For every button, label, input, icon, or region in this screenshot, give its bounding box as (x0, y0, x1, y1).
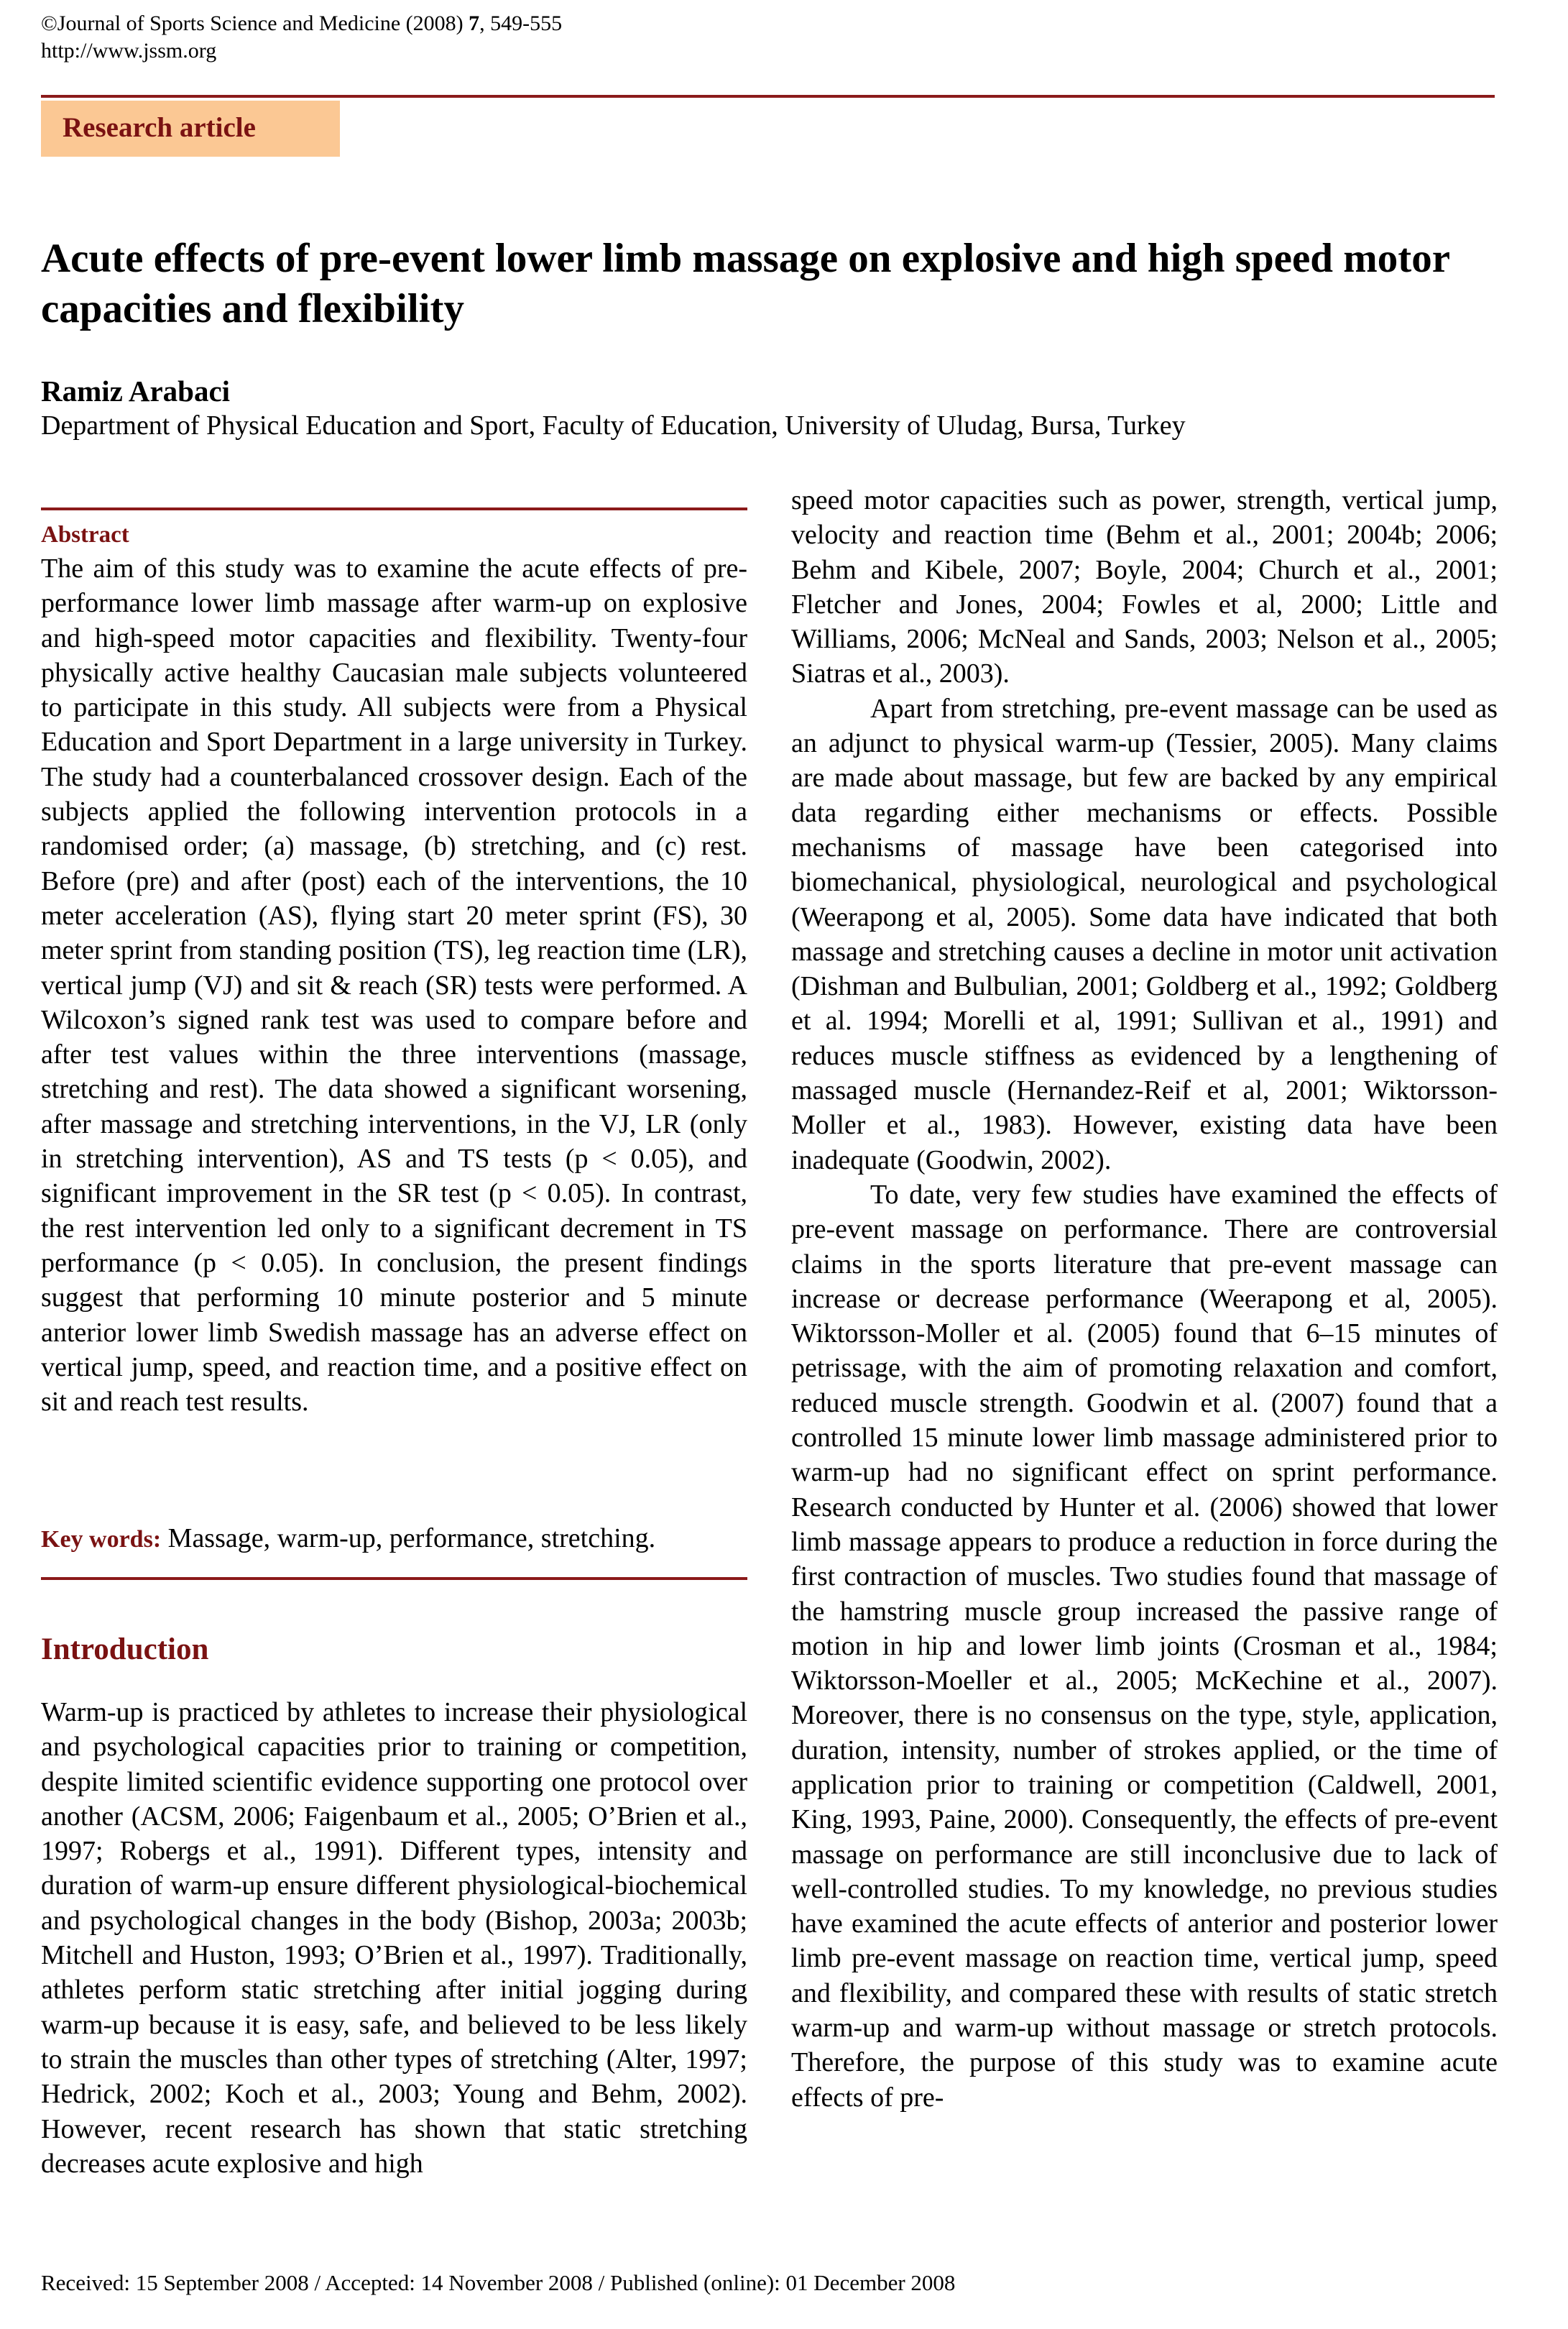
introduction-paragraph-1: Warm-up is practiced by athletes to increase their physiological and psychological capacities prior to training or competition, despite limited scientific evidence supporting one protocol over another (ACSM, 2006; Faigenbaum et al., 2005; O’Brien et al., 1997; Robergs et al., 1991). Different types, intensity and duration of warm-up ensure different physiological-biochemical and psychological changes in the body (Bishop, 2003a; 2003b; Mitchell and Huston, 1993; O’Brien et al., 1997). Traditionally, athletes perform static stretching after initial jogging during warm-up because it is easy, safe, and believed to be less likely to strain the muscles than other types of stretching (Alter, 1997; Hedrick, 2002; Koch et al., 2003; Young and Behm, 2002). However, recent research has shown that static stretching decreases acute explosive and high (41, 1697, 747, 2179)
introduction-paragraph-3: To date, very few studies have examined the effects of pre-event massage on performance. There are controversial claims in the sports literature that pre-event massage can increase or decrease performance (Weerapong et al, 2005). Wiktorsson-Moller et al. (2005) found that 6–15 minutes of petrissage, with the aim of promoting relaxation and comfort, reduced muscle strength. Goodwin et al. (2007) found that a controlled 15 minute lower limb massage administered prior to warm-up had no significant effect on sprint performance. Research conducted by Hunter et al. (2006) showed that lower limb massage appears to produce a reduction in force during the first contraction of muscles. Two studies found that massage of the hamstring muscle group increased the passive range of motion in hip and lower limb joints (Crosman et al., 1984; Wiktorsson-Moeller et al., 2005; McKechine et al., 2007). Moreover, there is no consensus on the type, style, application, duration, intensity, number of strokes applied, or the time of application prior to training or competition (Caldwell, 2001, King, 1993, Paine, 2000). Consequently, the effects of pre-event massage on performance are still inconclusive due to lack of well-controlled studies. To my knowledge, no previous studies have examined the acute effects of anterior and posterior lower limb pre-event massage on reaction time, vertical jump, speed and flexibility, and compared these with results of static stretch warm-up and warm-up without massage or stretch protocols. Therefore, the purpose of this study was to examine acute effects of pre- (791, 1179, 1498, 2113)
article-title: Acute effects of pre-event lower limb massage on explosive and high speed motor capacities and flexibility (41, 236, 1449, 331)
introduction-heading: Introduction (41, 1632, 209, 1666)
abstract-body (41, 551, 747, 1419)
article-type-badge (41, 101, 340, 157)
author-affiliation: Department of Physical Education and Sport, Faculty of Education, University of Uludag, Bursa, Turkey (41, 410, 1186, 441)
abstract-heading: Abstract (41, 522, 129, 548)
author-name: Ramiz Arabaci (41, 375, 231, 408)
keywords-text: Massage, warm-up, performance, stretching. (161, 1523, 656, 1553)
keywords (41, 1522, 655, 1554)
article-type-label: Research article (63, 112, 256, 143)
abstract-bottom-rule (41, 1577, 747, 1580)
publication-dates: Received: 15 September 2008 / Accepted: 14 November 2008 / Published (online): 01 December 2008 (41, 2270, 956, 2295)
journal-url[interactable]: http://www.jssm.org (41, 39, 217, 63)
journal-header (41, 10, 562, 65)
journal-citation: ©Journal of Sports Science and Medicine (2008) 7, 549-555 (41, 12, 563, 35)
header-rule (41, 95, 1495, 98)
introduction-paragraph-continued: speed motor capacities such as power, strength, vertical jump, velocity and reaction time (Behm et al., 2001; 2004b; 2006; Behm and Kibele, 2007; Boyle, 2004; Church et al., 2001; Fletcher and Jones, 2004; Fowles et al, 2000; Little and Williams, 2006; McNeal and Sands, 2003; Nelson et al., 2005; Siatras et al., 2003). (791, 485, 1498, 689)
keywords-label: Key words: (41, 1526, 162, 1553)
introduction-paragraph-2: Apart from stretching, pre-event massage can be used as an adjunct to physical warm-up (Tessier, 2005). Many claims are made about massage, but few are backed by any empirical data regarding either mechanisms or effects. Possible mechanisms of massage have been categorised into biomechanical, physiological, neurological and psychological (Weerapong et al, 2005). Some data have indicated that both massage and stretching causes a decline in motor unit activation (Dishman and Bulbulian, 2001; Goldberg et al., 1992; Goldberg et al. 1994; Morelli et al, 1991; Sullivan et al., 1991) and reduces muscle stiffness as evidenced by a lengthening of massaged muscle (Hernandez-Reif et al, 2001; Wiktorsson-Moller et al., 1983). However, existing data have been inadequate (Goodwin, 2002). (791, 693, 1498, 1175)
journal-volume: 7 (469, 12, 480, 35)
abstract-text: The aim of this study was to examine the acute effects of pre-performance lower limb massage after warm-up on explosive and high-speed motor capacities and flexibility. Twenty-four physically active healthy Caucasian male subjects volunteered to participate in this study. All subjects were from a Physical Education and Sport Department in a large university in Turkey. The study had a counterbalanced crossover design. Each of the subjects applied the following intervention protocols in a randomised order; (a) massage, (b) stretching, and (c) rest. Before (pre) and after (post) each of the interventions, the 10 meter acceleration (AS), flying start 20 meter sprint (FS), 30 meter sprint from standing position (TS), leg reaction time (LR), vertical jump (VJ) and sit & reach (SR) tests were performed. A Wilcoxon’s signed rank test was used to compare before and after test values within the three interventions (massage, stretching and rest). The data showed a significant worsening, after massage and stretching interventions, in the VJ, LR (only in stretching intervention), AS and TS tests (p < 0.05), and significant improvement in the SR test (p < 0.05). In contrast, the rest intervention led only to a significant decrement in TS performance (p < 0.05). In conclusion, the present findings suggest that performing 10 minute posterior and 5 minute anterior lower limb Swedish massage has an adverse effect on vertical jump, speed, and reaction time, and a positive effect on sit and reach test results. (41, 553, 747, 1418)
abstract-top-rule (41, 507, 747, 510)
introduction-left-column (41, 1695, 747, 2181)
introduction-right-column (791, 483, 1498, 2115)
